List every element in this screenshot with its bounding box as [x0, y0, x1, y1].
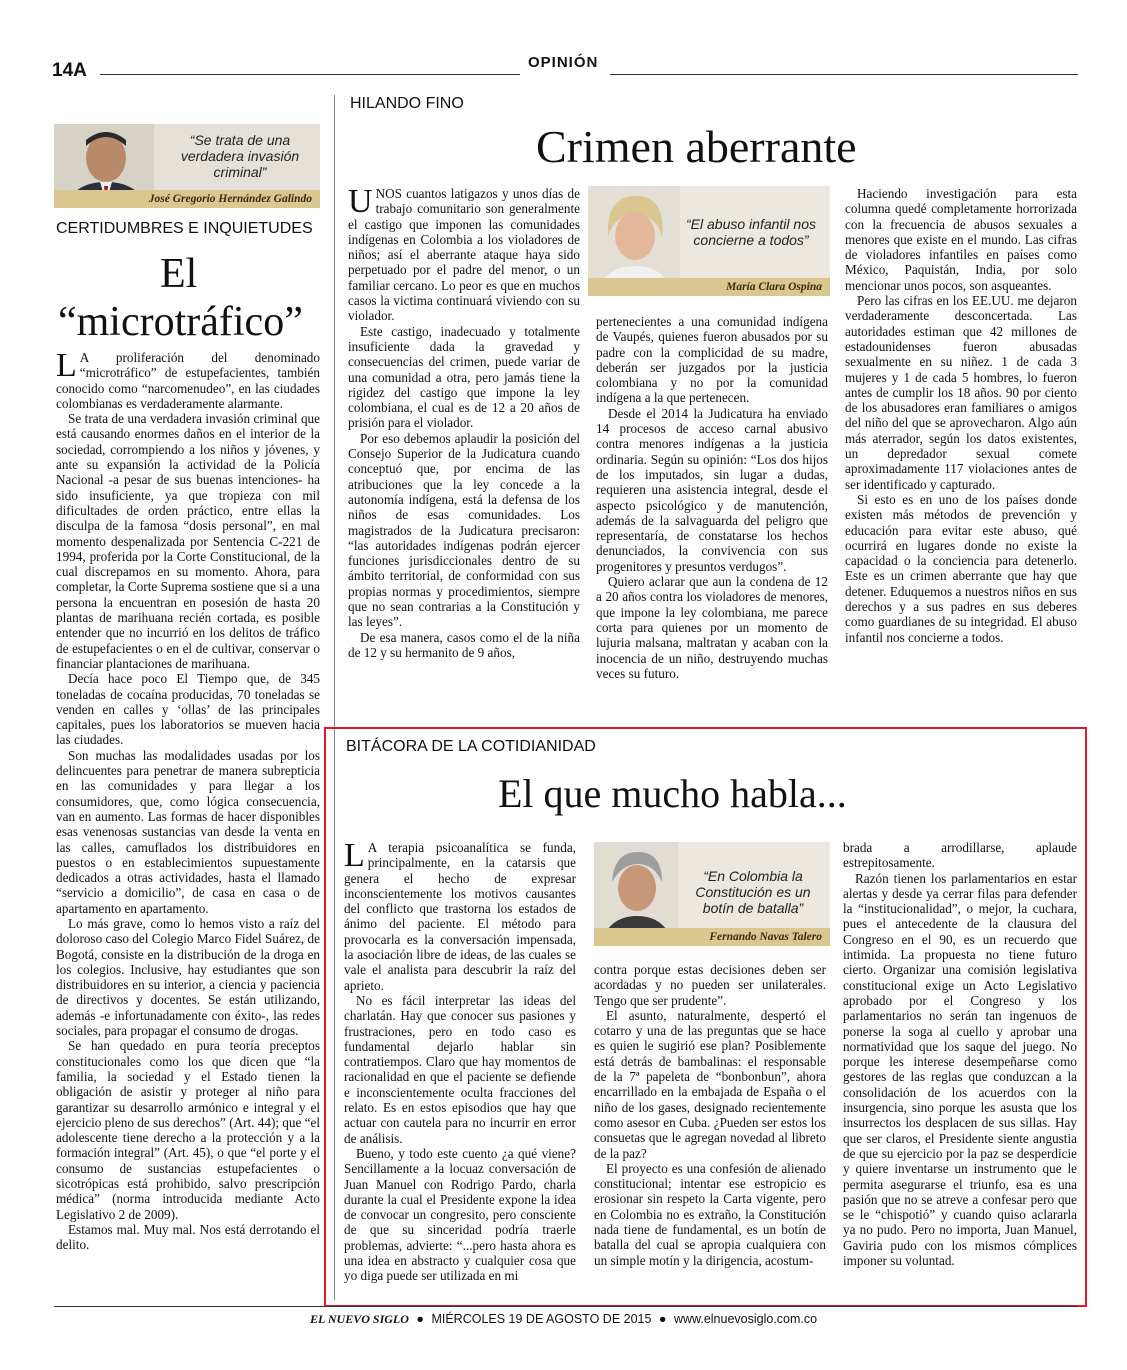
- footer-rule: [54, 1306, 1078, 1307]
- author-portrait-bottom: [594, 842, 830, 946]
- paragraph: Haciendo investigación para esta columna quedé completamente horrorizada con la frecuencia de abusos sexuales a menores que existe en el mundo. Las cifras de violadores infantiles en países como México, Paquistán, India, por solo mencionar unos pocos, son asqueantes.: [845, 186, 1077, 293]
- pull-quote: “En Colombia la Constitución es un botín de batalla”: [695, 868, 811, 916]
- author-byline: Fernando Navas Talero: [594, 928, 830, 946]
- column-name: HILANDO FINO: [350, 95, 464, 112]
- paragraph: Lo más grave, como lo hemos visto a raíz del doloroso caso del Colegio Marco Fidel Suárez, de Bogotá, consiste en la distribución de la droga en los colegios. Inclusive, hay estudiantes que son distribuidores en su interior, a ciencia y paciencia de directivos y docentes. Se están utilizando, además -e infortunadamente con éxito-, las redes sociales, para propagar el consumo de drogas.: [56, 915, 320, 1039]
- headline-line2: “microtráfico”: [58, 299, 303, 345]
- author-portrait-top: [588, 186, 830, 296]
- paragraph: Si esto es en uno de los países donde existen más métodos de prevención y educación para evitar este abuso, qué ocurrirá en lugares donde no existe la capacidad o la conciencia para detenerlo. Este es un crimen aberrante que hay que detener. Eduquemos a nuestros niños en sus derechos y a sus padres en sus deberes como guardianes de su integridad. El abuso infantil nos concierne a todos.: [845, 491, 1077, 645]
- page-number: 14A: [52, 60, 87, 81]
- paragraph: Decía hace poco El Tiempo que, de 345 toneladas de cocaína producidas, 70 toneladas se venden en calles y ‘ollas’ de las principales capitales, pues los laboratorios se mueven hacia las ciudades.: [56, 671, 320, 748]
- website-link[interactable]: www.elnuevosiglo.com.co: [673, 1312, 818, 1326]
- author-byline: María Clara Ospina: [588, 278, 830, 296]
- paragraph: Se trata de una verdadera invasión criminal que está causando enormes daños en el interior de la sociedad, corrompiendo a los niños y jóvenes, y ante su expansión la actividad de la Policía Nacional -a pesar de sus buenas intenciones- ha sido insuficiente, ya que tropieza con mil dificultades de orden práctico, entre ellas la disculpa de la famosa “dosis personal”, en mal momento despenalizada por Sentencia C-221 de 1994, proferida por la Corte Constitucional, de la cual discrepamos en su momento. Ahora, para completar, la Corte Suprema sostiene que si a una persona la encuentran en posesión de hasta 20 plantas de marihuana recién cortada, es posible entender que no incurrió en los delitos de tráfico de estupefacientes o en el de cultivar, conservar o financiar plantaciones de marihuana.: [56, 411, 320, 671]
- author-byline: José Gregorio Hernández Galindo: [54, 190, 320, 208]
- paragraph: Se han quedado en pura teoría preceptos constitucionales como los que dicen que “la familia, la sociedad y el Estado tienen la obligación de asistir y proteger al niño para garantizar su desarrollo armónico e integral y el ejercicio pleno de sus derechos” (Art. 44); que “el adolescente tiene derecho a la protección y a la formación integral” (Art. 45), o que “el porte y el consumo de sustancias estupefacientes o sicotrópicas está prohibido, salvo prescripción médica” (norma introducida mediante Acto Legislativo 2 de 2009).: [56, 1038, 320, 1222]
- pull-quote: “Se trata de una verdadera invasión criminal”: [180, 132, 300, 180]
- footer: [310, 1310, 870, 1328]
- paragraph: De esa manera, casos como el de la niña de 12 y su hermanito de 9 años,: [348, 629, 580, 660]
- paragraph: A proliferación del denominado “microtráfico” de estupefacientes, también conocido como “narcomenudeo”, en las ciudades colombianas es verdaderamente alarmante.: [56, 350, 320, 411]
- paragraph: Razón tienen los parlamentarios en estar alertas y desde ya cerrar filas para defender la “institucionalidad”, o mejor, la cuchara, pues el antecedente de la clausura del Congreso en el 90, es un recuerdo que intimida. La propuesta no tiene futuro cierto. Organizar una comisión legislativa constitucional exige un Acto Legislativo aprobado por el Congreso y los parlamentarios no serán tan ingenuos de ponerse la soga al cuello y aprobar una normatividad que los saque del juego. No porque les interese desempeñarse como gestores de las reglas que conduzcan a la consolidación de los acuerdos con la insurgencia, sino porque les asusta que los insurrectos los desplacen de sus sillas. Hay que ser claros, el Presidente siente angustia de que su ejercicio por la paz se desperdicie y quiere inventarse un instrumento que le permita asegurarse el triunfo, esa es una pasión que no se atreve a confesar pero que se le “chispotió” y cuando quiso aclararla ya no pudo. Pero no importa, Juan Manuel, Gaviria pudo con los mismos cómplices imponer su voluntad.: [843, 870, 1077, 1269]
- paragraph: pertenecientes a una comunidad indígena de Vaupés, quienes fueron abusados por su padre con la complicidad de su madre, deberán ser juzgados por la justicia colombiana y no por la comunidad indígena a la que pertenecen.: [596, 314, 828, 406]
- issue-date: MIÉRCOLES 19 DE AGOSTO DE 2015: [431, 1312, 652, 1326]
- column-name: CERTIDUMBRES E INQUIETUDES: [56, 220, 313, 237]
- paragraph: contra porque estas decisiones deben ser acordadas y no pueden ser unilaterales. Tengo que ser prudente”.: [594, 962, 826, 1008]
- paragraph: A terapia psicoanalítica se funda, principalmente, en la catarsis que genera el hecho de expresar inconscientemente los motivos causantes del conflicto que trastorna los estados de ánimo del paciente. El método para provocarla es la conversación impensada, la asociación libre de ideas, de las cuales se vale el analista para descubrir la raíz del aprieto.: [344, 840, 576, 993]
- drop-cap: L: [56, 350, 77, 384]
- headline: Crimen aberrante: [536, 121, 857, 172]
- paper-logo: EL NUEVO SIGLO: [310, 1312, 409, 1326]
- paragraph: Este castigo, inadecuado y totalmente insuficiente dada la gravedad y consecuencias del crimen, puede variar de una comunidad a otra, pero jamás tiene la rigidez del castigo que impone la ley colombiana, el cual es de 12 a 20 años de prisión para el violador.: [348, 323, 580, 431]
- headline: El que mucho habla...: [498, 771, 847, 816]
- headline-line1: El: [160, 251, 198, 297]
- bullet-icon: ●: [416, 1312, 424, 1326]
- paragraph: Son muchas las modalidades usadas por los delincuentes para penetrar de manera subrepticia en las comunidades y para llegar a los consumidores, que, como lógica consecuencia, van en aumento. Las formas de hacer disponibles esas venenosas sustancias van desde la venta en las calles, camuflados los distribuidores en puestos o en establecimientos supuestamente dedicados a otras actividades, hasta el llamado “servicio a domicilio”, de casa en casa o de apartamento en apartamento.: [56, 747, 320, 916]
- paragraph: Estamos mal. Muy mal. Nos está derrotando el delito.: [56, 1221, 320, 1253]
- paragraph: No es fácil interpretar las ideas del charlatán. Hay que conocer sus pasiones y frustraciones, pero en todo caso es fundamental dejarlo hablar sin contratiempos. Claro que hay momentos de racionalidad en que el paciente se defiende e inconscientemente oculta fracciones del relato. Es en estos episodios que hay que actuar con cautela para no incurrir en error de análisis.: [344, 992, 576, 1146]
- column-name: BITÁCORA DE LA COTIDIANIDAD: [346, 738, 596, 755]
- article-body-top-col2: [596, 314, 828, 708]
- pull-quote: “El abuso infantil nos concierne a todos”: [686, 216, 816, 248]
- article-body-bottom-col1: [344, 840, 576, 1298]
- section-title: OPINIÓN: [528, 54, 599, 71]
- article-body-left: [56, 350, 320, 1300]
- paragraph: Por eso debemos aplaudir la posición del Consejo Superior de la Judicatura cuando conceptuó que, por encima de las atribuciones que la ley concede a la autonomía indígena, está la defensa de los niños de esas comunidades. Los magistrados de la Judicatura precisaron: “las autoridades indígenas podrán ejercer funciones jurisdiccionales dentro de su ámbito territorial, de conformidad con sus propias normas y procedimientos, siempre que no sean contrarias a la Constitución y las leyes”.: [348, 430, 580, 630]
- article-body-bottom-col2: [594, 962, 826, 1298]
- paragraph: El proyecto es una confesión de alienado constitucional; intentar ese estropicio es erosionar sin respeto la Carta vigente, pero en Colombia no es extraño, la Constitución nada tiene de fundamental, es un botín de batalla del cual se apropia cualquiera con un simple motín y la dirigencia, acostum-: [594, 1160, 826, 1268]
- author-portrait-left: [54, 124, 320, 208]
- paragraph: Desde el 2014 la Judicatura ha enviado 14 procesos de acceso carnal abusivo contra menores indígenas a la justicia ordinaria. Según su opinión: “Los dos hijos de los imputados, sin lugar a dudas, requieren una asistencia integral, desde el aspecto psicológico y de manutención, además de la salvaguarda del peligro que representaría, de constatarse los hechos denunciados, la convivencia con sus progenitores y presuntos verdugos”.: [596, 405, 828, 574]
- article-body-bottom-col3: [843, 840, 1077, 1298]
- paragraph: brada a arrodillarse, aplaude estrepitosamente.: [843, 840, 1077, 871]
- header-rule-right: [610, 74, 1078, 75]
- drop-cap: L: [344, 840, 365, 874]
- drop-cap: U: [348, 186, 373, 220]
- paragraph: NOS cuantos latigazos y unos días de trabajo comunitario son generalmente el castigo que imponen las comunidades indígenas en Colombia a los violadores de niños; así el aberrante ataque haya sido perpetuado por el padre del menor, o un familiar cercano. Lo peor es que en muchos casos la victima continuará viviendo con su violador.: [348, 186, 580, 324]
- article-body-top-col3: [845, 186, 1077, 708]
- header-rule-left: [100, 74, 520, 75]
- article-body-top-col1: [348, 186, 580, 708]
- bullet-icon: ●: [658, 1312, 667, 1326]
- paragraph: Bueno, y todo este cuento ¿a qué viene? Sencillamente a la locuaz conversación de Juan Manuel con Rodrigo Pardo, charla durante la cual el Presidente expone la idea de convocar un congresito, pero consciente de que su sinceridad podría traerle problemas, advierte: “...pero hasta ahora es una idea en abstracto y cualquier cosa que yo diga puede ser utilizada en mi: [344, 1145, 576, 1284]
- paragraph: Quiero aclarar que aun la condena de 12 a 20 años contra los violadores de menores, que impone la ley colombiana, me parece corta para quienes por un momento de lujuria malsana, maltratan y acaban con la inocencia de un niño, destruyendo muchas veces su futuro.: [596, 574, 828, 681]
- paragraph: Pero las cifras en los EE.UU. me dejaron verdaderamente desconcertada. Las autoridades estiman que 42 millones de estadounidenses fueron abusadas sexualmente en su niñez. 1 de cada 3 mujeres y 1 de cada 5 hombres, lo fueron antes de cumplir los 18 años. 90 por ciento de los abusadores eran familiares o amigos del niño del que se aprovecharon. Algo aún más aterrador, según los datos existentes, un depredador sexual comete aproximadamente 117 violaciones antes de ser identificado y capturado.: [845, 293, 1077, 492]
- paragraph: El asunto, naturalmente, despertó el cotarro y una de las preguntas que se hace es quien le sugirió ese plan? Posiblemente está detrás de bambalinas: el responsable de la 7ª papeleta de “bonbonbun”, ahora encarrillado en la embajada de España o el niño de los gases, designado recientemente como asesor en Cuba. ¿Pueden ser estos los consuetas que le agregan novedad al libreto de la paz?: [594, 1007, 826, 1161]
